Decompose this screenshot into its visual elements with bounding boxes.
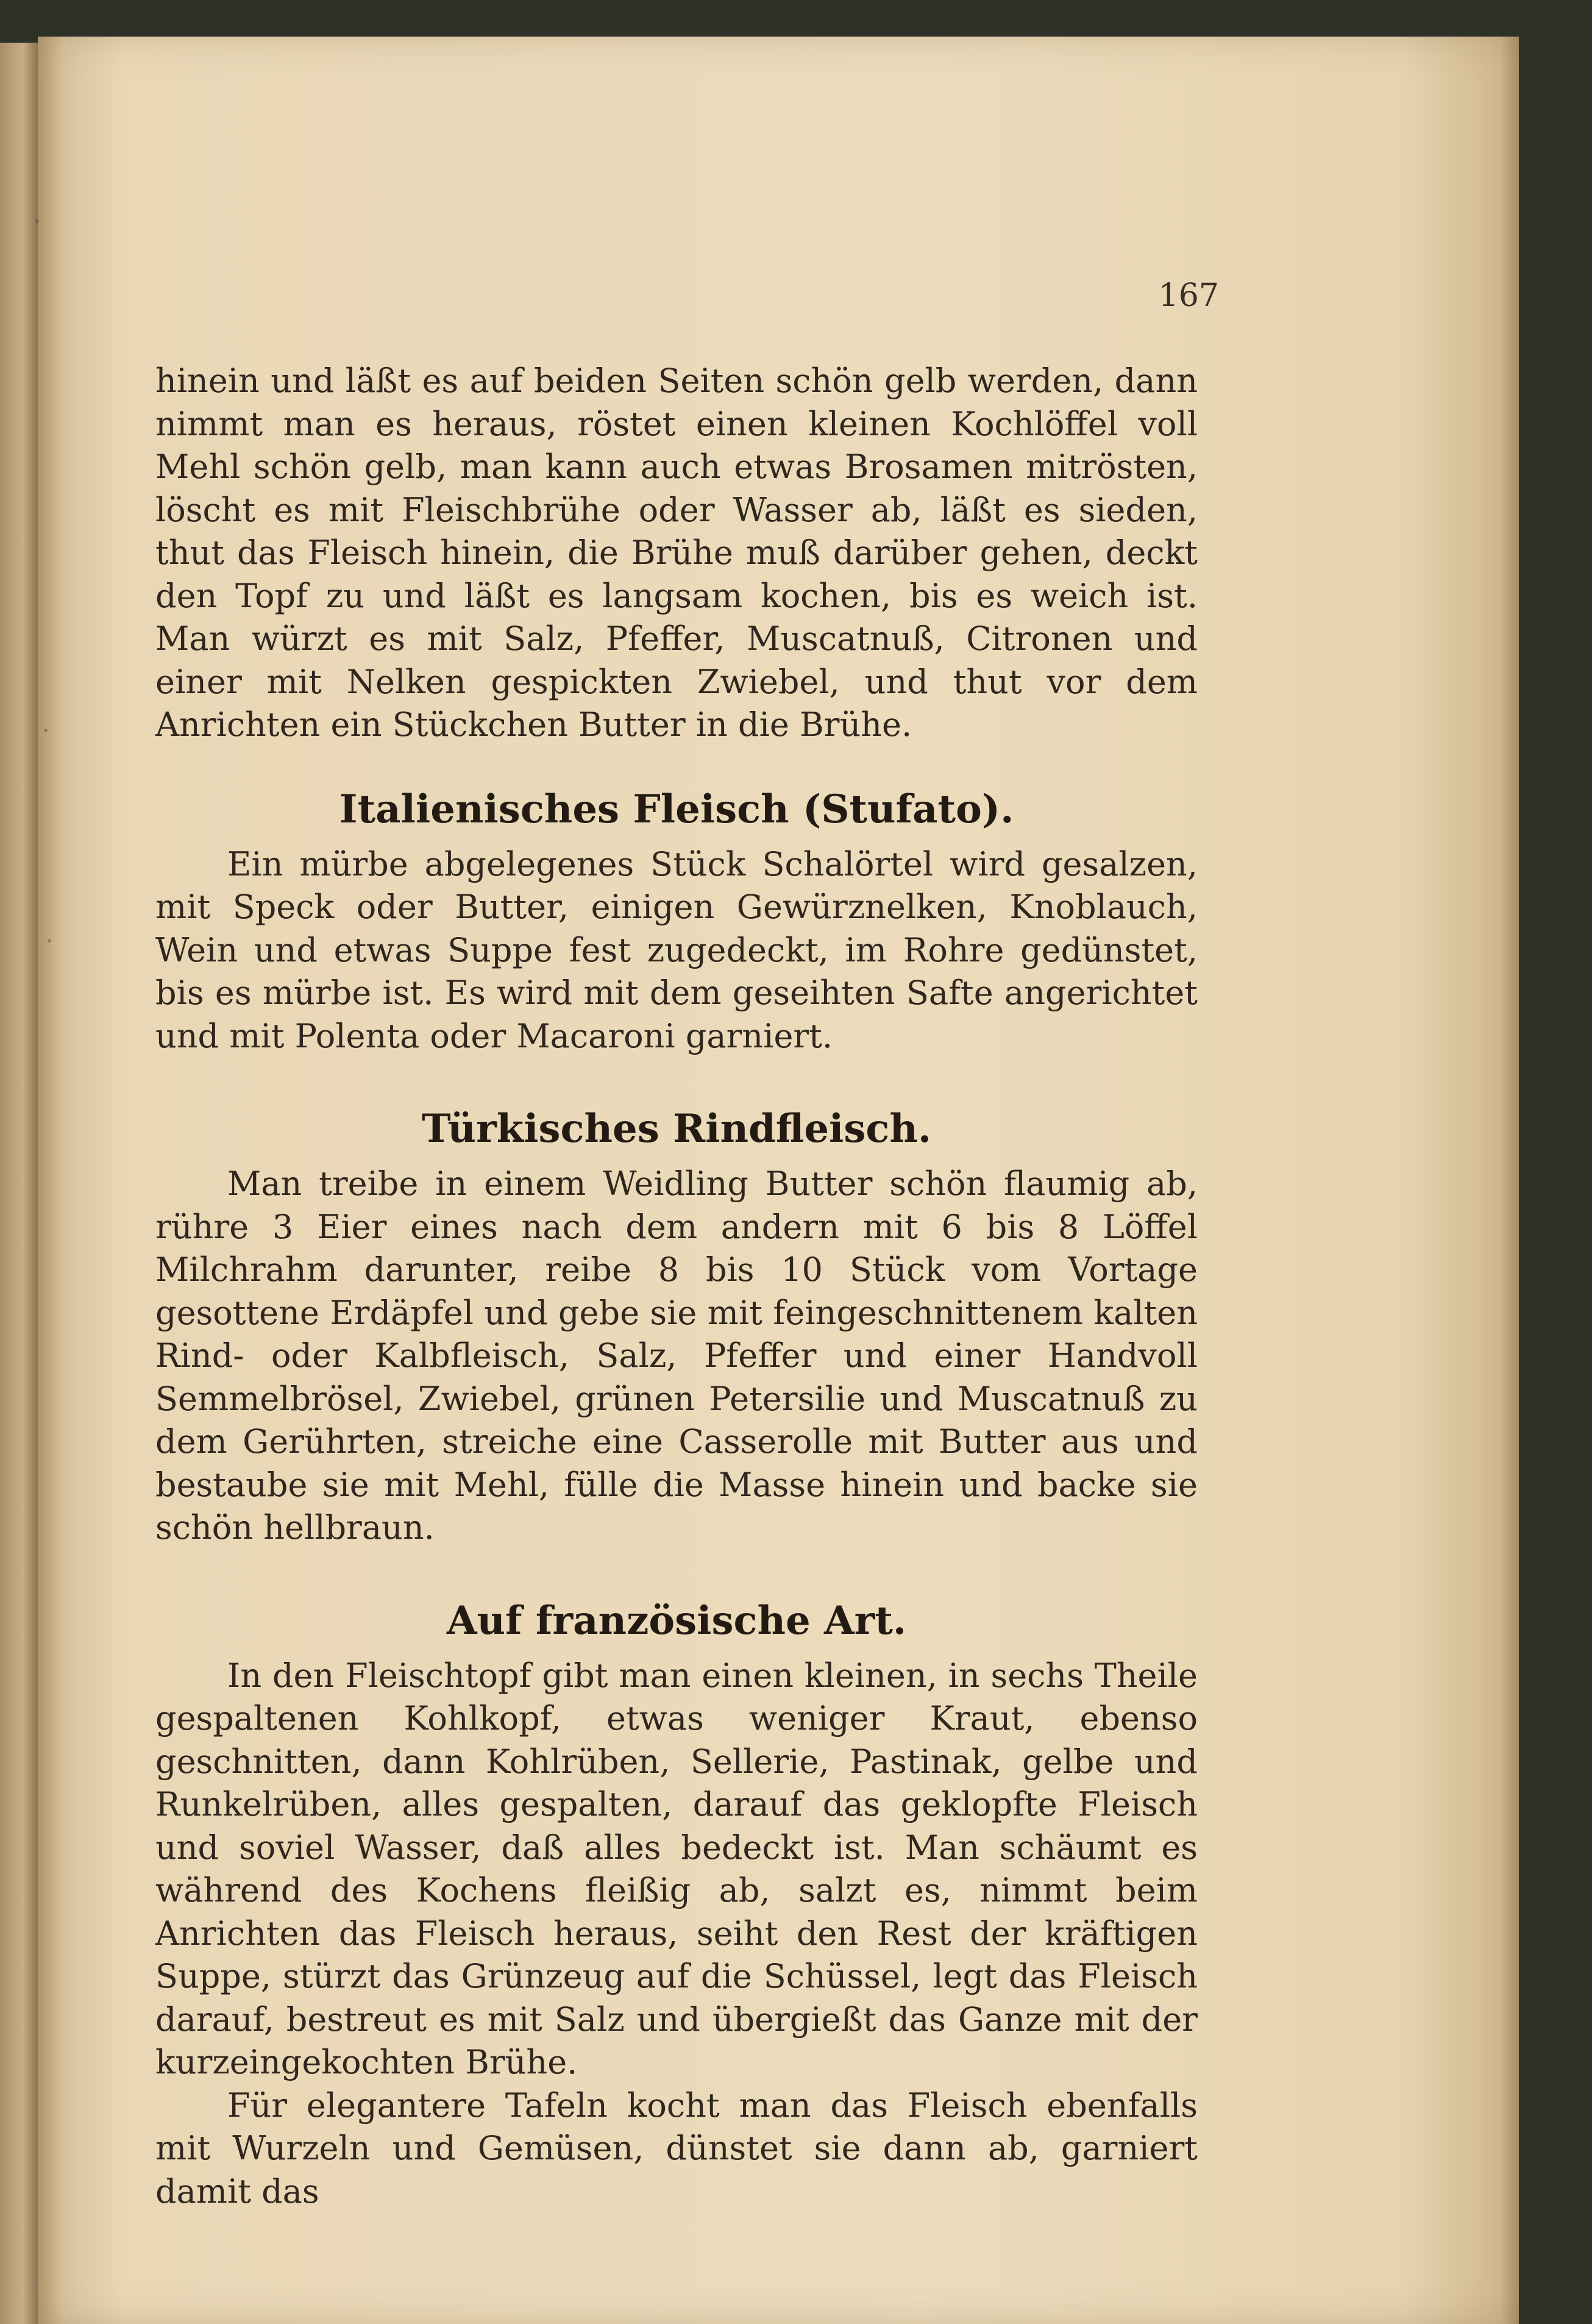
- paper-speck: [44, 729, 48, 732]
- heading-suffix: (Stufato).: [789, 786, 1014, 832]
- page-number: 167: [1158, 277, 1219, 314]
- page-body: [155, 360, 1198, 2213]
- heading-auf-franzoesische-art: [155, 1550, 1198, 1655]
- paragraph-elegantere-tafeln: Für elegantere Tafeln kocht man das Fleisch ebenfalls mit Wurzeln und Gemüsen, dünstet sie dann ab, garniert damit das: [155, 2086, 1198, 2211]
- paper-speck: [35, 219, 39, 223]
- paragraph-continued: hinein und läßt es auf beiden Seiten schön gelb werden, dann nimmt man es heraus, röstet einen kleinen Kochlöffel voll Mehl schön gelb, man kann auch etwas Brosamen mitrösten, löscht es mit Fleischbrühe oder Wasser ab, läßt es sieden, thut das Fleisch hinein, die Brühe muß darüber gehen, deckt den Topf zu und läßt es langsam kochen, bis es weich ist. Man würzt es mit Salz, Pfeffer, Muscatnuß, Citronen und einer mit Nelken gespickten Zwiebel, und thut vor dem Anrichten ein Stückchen Butter in die Brühe.: [155, 362, 1198, 744]
- paper-speck: [48, 939, 51, 943]
- heading-italienisches-fleisch: [155, 747, 1198, 843]
- paragraph-stufato: Ein mürbe abgelegenes Stück Schalörtel wird gesalzen, mit Speck oder Butter, einigen Gewürznelken, Knoblauch, Wein und etwas Suppe fest zugedeckt, im Rohre gedünstet, bis es mürbe ist. Es wird mit dem geseihten Safte angerichtet und mit Polenta oder Macaroni garniert.: [155, 844, 1198, 1055]
- heading-text: Türkisches Rindfleisch.: [421, 1106, 932, 1152]
- paragraph-rindfleisch: Man treibe in einem Weidling Butter schön flaumig ab, rühre 3 Eier eines nach dem andern mit 6 bis 8 Löffel Milchrahm darunter, reibe 8 bis 10 Stück vom Vortage gesottene Erdäpfel und gebe sie mit feingeschnittenem kalten Rind- oder Kalbfleisch, Salz, Pfeffer und einer Handvoll Semmelbrösel, Zwiebel, grünen Petersilie und Muscatnuß zu dem Gerührten, streiche eine Casserolle mit Butter aus und bestaube sie mit Mehl, fülle die Masse hinein und backe sie schön hellbraun.: [155, 1164, 1198, 1547]
- heading-tuerkisches-rindfleisch: [155, 1058, 1198, 1163]
- paragraph-franzoesisch: In den Fleischtopf gibt man einen kleinen, in sechs Theile gespaltenen Kohlkopf, etwas weniger Kraut, ebenso geschnitten, dann Kohlrüben, Sellerie, Pastinak, gelbe und Runkelrüben, alles gespalten, darauf das geklopfte Fleisch und soviel Wasser, daß alles bedeckt ist. Man schäumt es während des Kochens fleißig ab, salzt es, nimmt beim Anrichten das Fleisch heraus, seiht den Rest der kräftigen Suppe, stürzt das Grünzeug auf die Schüssel, legt das Fleisch darauf, bestreut es mit Salz und übergießt das Ganze mit der kurzeingekochten Brühe.: [155, 1656, 1198, 2081]
- facing-page-edge: [0, 43, 38, 2324]
- heading-text: Italienisches Fleisch: [339, 786, 789, 832]
- page-edge-shadow: [1501, 37, 1519, 2324]
- heading-text: Auf französische Art.: [446, 1597, 907, 1644]
